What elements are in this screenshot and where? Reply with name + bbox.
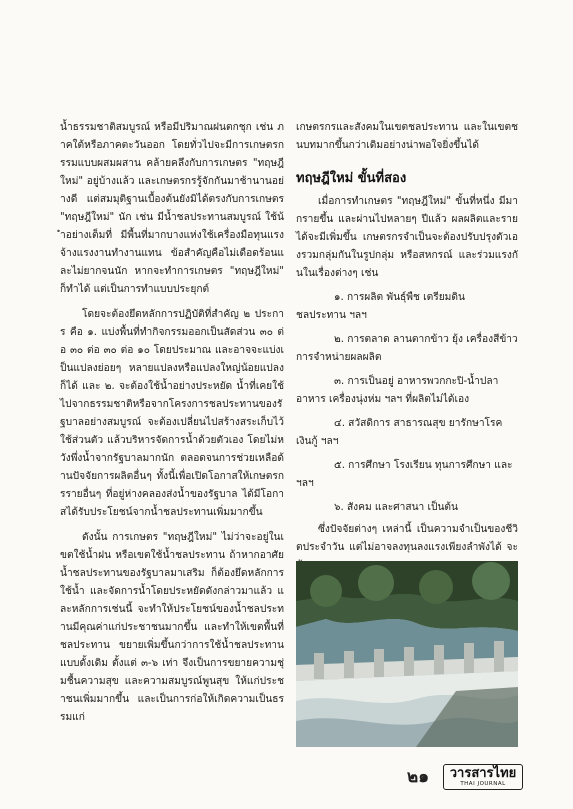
left-paragraph-1: น้ำธรรมชาติสมบูรณ์ หรือมีปริมาณฝนตกชุก เช่น ภาคใต้หรือภาคตะวันออก โดยทั่วไปจะมีการเกษตรกรรมแบบผสมผสาน คล้ายคลึงกับการเกษตร "ทฤษฎีใหม่" อยู่บ้างแล้ว และเกษตรกรรู้จักกันมาช้านานอย่างดี แต่สมมุติฐานเบื้องต้นยังมิได้ตรงกับการเกษตร "ทฤษฎีใหม่" นัก เช่น มีน้ำชลประทานสมบูรณ์ ใช้น้ำอย่างเต็มที่ มีพื้นที่มากบางแห่งใช้เครื่องมือทุนแรง จ้างแรงงานทำงานแทน ข้อสำคัญคือไม่เดือดร้อนและไม่ยากจนนัก หากจะทำการเกษตร "ทฤษฎีใหม่" ก็ทำได้ แต่เป็นการทำแบบประยุกต์ [60,122,284,295]
list-item-rest: การจำหน่ายผลผลิต [296,352,382,363]
factor-list [296,289,518,517]
weir-illustration [296,561,518,747]
list-item-lead: ๑. การผลิต พันธุ์พืช เตรียมดิน [334,292,465,303]
right-column [296,119,518,575]
list-item-rest: ชลประทาน ฯลฯ [296,310,367,321]
right-paragraph-top: เกษตรกรและสังคมในเขตชลประทาน และในเขตชนบทมากขึ้นกว่าเดิมอย่างน่าพอใจยิ่งขึ้นได้ [296,122,518,151]
page-footer [395,764,525,790]
list-item-lead: ๖. สังคม และศาสนา เป็นต้น [334,502,459,513]
right-paragraph-end: ซึ่งปัจจัยต่างๆ เหล่านี้ เป็นความจำเป็นของชีวิตประจำวัน แต่ไม่อาจลงทุนลงแรงเพียงลำพังได้ จะ [296,524,518,553]
list-item-rest: อาหาร เครื่องนุ่งห่ม ฯลฯ ที่ผลิตไม่ได้เอง [296,394,470,405]
list-item-lead: ๕. การศึกษา โรงเรียน ทุนการศึกษา และ [334,460,513,471]
list-item [296,457,518,493]
journal-logo-subtitle: THAI JOURNAL [460,781,506,787]
list-item-lead: ๒. การตลาด ลานตากข้าว ยุ้ง เครื่องสีข้าว [334,334,518,345]
dam-photo [296,561,518,747]
left-paragraph-3: ดังนั้น การเกษตร "ทฤษฎีใหม่" ไม่ว่าจะอยู่ในเขตใช้น้ำฝน หรือเขตใช้น้ำชลประทาน ถ้าหากอาศัยน้ำชลประทานของรัฐบาลมาเสริม ก็ต้องยึดหลักการใช้น้ำ และจัดการน้ำโดยประหยัดดังกล่าวมาแล้ว และหลักการเช่นนี้ จะทำให้ประโยชน์ของน้ำชลประทานมีคุณค่าแก่ประชาชนมากขึ้น และทำให้เขตพื้นที่ชลประทาน ขยายเพิ่มขึ้นกว่าการใช้น้ำชลประทานแบบดั้งเดิม ตั้งแต่ ๓-๖ เท่า จึงเป็นการขยายความชุ่มชื้นความสุข และความสมบูรณ์พูนสุข ให้แก่ประชาชนเพิ่มมากขึ้น และเป็นการก่อให้เกิดความเป็นธรรมแก่ [60,532,284,723]
section-heading: ทฤษฎีใหม่ ขั้นที่สอง [296,171,407,186]
journal-logo [443,764,523,790]
list-item-rest: ฯลฯ [296,478,314,489]
left-column [60,119,284,727]
list-item-lead: ๔. สวัสดิการ สาธารณสุข ยารักษาโรค [334,418,503,429]
page-number: ๒๑ [407,767,429,787]
list-item-lead: ๓. การเป็นอยู่ อาหารพวกกะปิ-น้ำปลา [334,376,499,387]
list-item-rest: เงินกู้ ฯลฯ [296,436,339,447]
journal-logo-title: วารสารไทย [449,766,517,781]
list-item [296,289,518,325]
list-item [296,373,518,409]
list-item [296,331,518,367]
list-item [296,499,518,517]
list-item [296,415,518,451]
left-paragraph-2: โดยจะต้องยึดหลักการปฏิบัติที่สำคัญ ๒ ประการ คือ ๑. แบ่งพื้นที่ทำกิจกรรมออกเป็นสัดส่วน ๓๐ ต่อ ๓๐ ต่อ ๓๐ ต่อ ๑๐ โดยประมาณ และอาจจะแบ่งเป็นแปลงย่อยๆ หลายแปลงหรือแปลงใหญ่น้อยแปลงก็ได้ และ ๒. จะต้องใช้น้ำอย่างประหยัด น้ำที่เคยใช้ไปจากธรรมชาติหรือจากโครงการชลประทานของรัฐบาลอย่างสมบูรณ์ จะต้องเปลี่ยนไปสร้างสระเก็บไว้ใช้ส่วนตัว แล้วบริหารจัดการน้ำด้วยตัวเอง โดยไม่หวังพึ่งน้ำจากรัฐบาลมากนัก ตลอดจนการช่วยเหลือด้านปัจจัยการผลิตอื่นๆ ทั้งนี้เพื่อเปิดโอกาสให้เกษตรกรรายอื่นๆ ที่อยู่ห่างคลองส่งน้ำของรัฐบาล ได้มีโอกาสได้รับประโยชน์จากน้ำชลประทานเพิ่มมากขึ้น [60,309,284,518]
right-paragraph-intro: เมื่อการทำเกษตร "ทฤษฎีใหม่" ขั้นที่หนึ่ง มีมากรายขึ้น และผ่านไปหลายๆ ปีแล้ว ผลผลิตและรายได้จะมีเพิ่มขึ้น เกษตรกรจำเป็นจะต้องปรับปรุงตัวเองรวมกลุ่มกันในรูปกลุ่ม หรือสหกรณ์ และร่วมแรงกันในเรื่องต่างๆ เช่น [296,196,518,279]
